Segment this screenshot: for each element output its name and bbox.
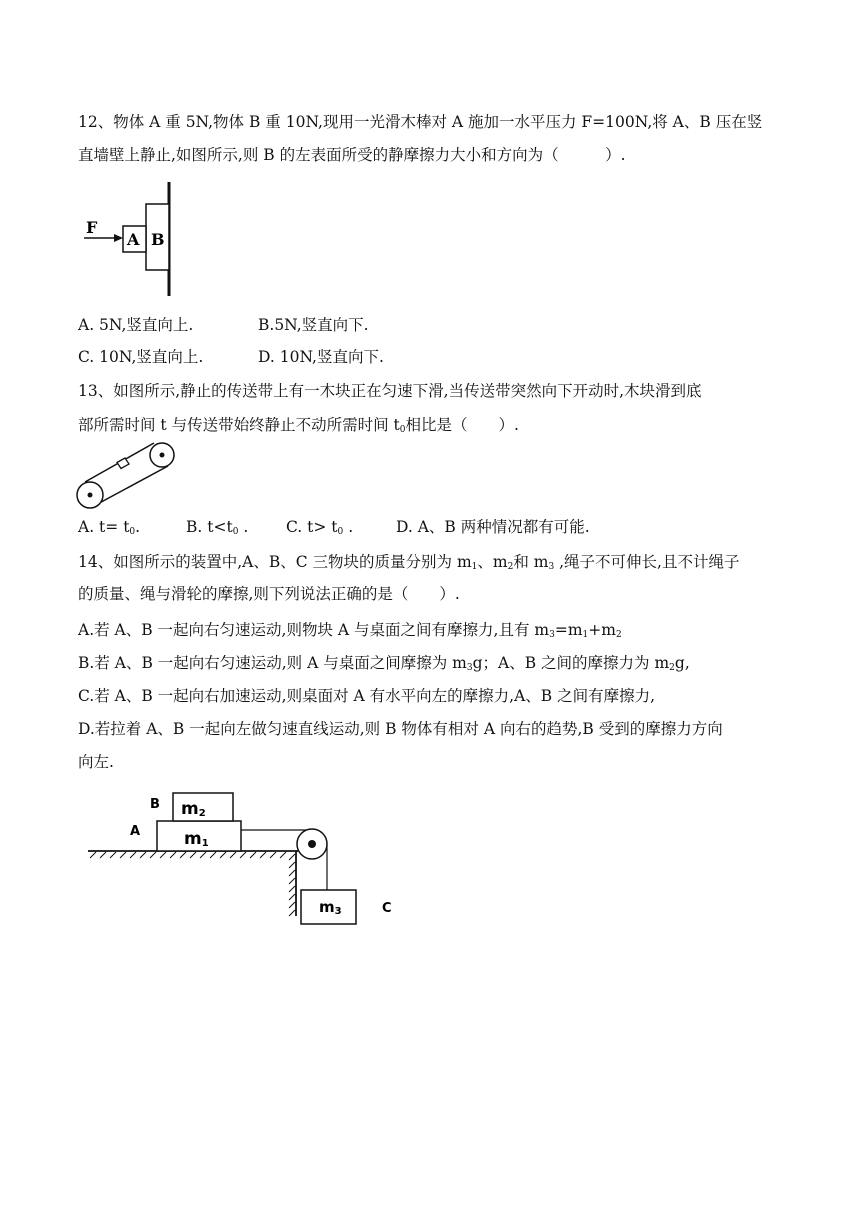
q13-option-a: A. $t= t_0$. [78,518,141,537]
q14-option-d-line2: 向左. [78,753,114,771]
q12-line2: 直墙壁上静止,如图所示,则 B 的左表面所受的静摩擦力大小和方向为（ ）. [78,146,626,164]
q12-option-d: D. 10N,竖直向下. [258,348,384,366]
force-label: F [86,218,98,237]
label-m1: m1 [184,829,209,849]
block-b-label: B [151,230,165,249]
block-a-label: A [127,230,140,249]
q12-option-c: C. 10N,竖直向上. [78,348,204,366]
q14-option-b: B.若 A、B 一起向右匀速运动,则 A 与桌面之间摩擦为 $m_3g$；A、B 之间的摩擦力为 $m_2g$, [78,654,690,673]
q13-line2: 部所需时间 t 与传送带始终静止不动所需时间 $t_0$相比是（ ）. [78,416,519,435]
q13-conveyor-figure [74,440,184,512]
table-hatching [90,852,286,858]
lower-pulley-axle [88,493,93,498]
q14-option-d-line1: D.若拉着 A、B 一起向左做匀速直线运动,则 B 物体有相对 A 向右的趋势,B 受到的摩擦力方向 [78,720,723,738]
edge-hatching [289,854,295,916]
label-m3: m3 [319,898,342,917]
q14-pulley-figure [84,788,404,928]
q12-wall-figure [80,178,180,300]
label-c: C [382,901,392,916]
q14-option-c: C.若 A、B 一起向右加速运动,则桌面对 A 有水平向左的摩擦力,A、B 之间有摩擦力, [78,687,656,705]
q12-option-b: B.5N,竖直向下. [258,316,369,334]
q13-option-d: D. A、B 两种情况都有可能. [396,518,590,536]
q12-option-a: A. 5N,竖直向上. [78,316,194,334]
q14-option-a: A.若 A、B 一起向右匀速运动,则物块 A 与桌面之间有摩擦力,且有 $m_3=m_1+m_2$ [78,621,622,640]
label-m2: m2 [181,799,206,819]
upper-pulley-axle [160,453,165,458]
q13-line1: 13、如图所示,静止的传送带上有一木块正在匀速下滑,当传送带突然向下开动时,木块滑到底 [78,382,702,400]
wood-block [117,458,129,469]
label-b: B [150,797,160,812]
q12-line1: 12、物体 A 重 5N,物体 B 重 10N,现用一光滑木棒对 A 施加一水平压力 F=100N,将 A、B 压在竖 [78,113,763,131]
q14-line1: 14、如图所示的装置中,A、B、C 三物块的质量分别为 $m_1$、$m_2$和 $m_3$ ,绳子不可伸长,且不计绳子 [78,553,740,572]
q14-line2: 的质量、绳与滑轮的摩擦,则下列说法正确的是（ ）. [78,585,460,603]
force-arrow-head [114,234,123,242]
pulley-axle [308,840,316,848]
q13-option-c: C. $t> t_0$ . [286,518,354,537]
label-a: A [130,824,141,839]
q13-option-b: B. $t<t_0$ . [186,518,249,537]
